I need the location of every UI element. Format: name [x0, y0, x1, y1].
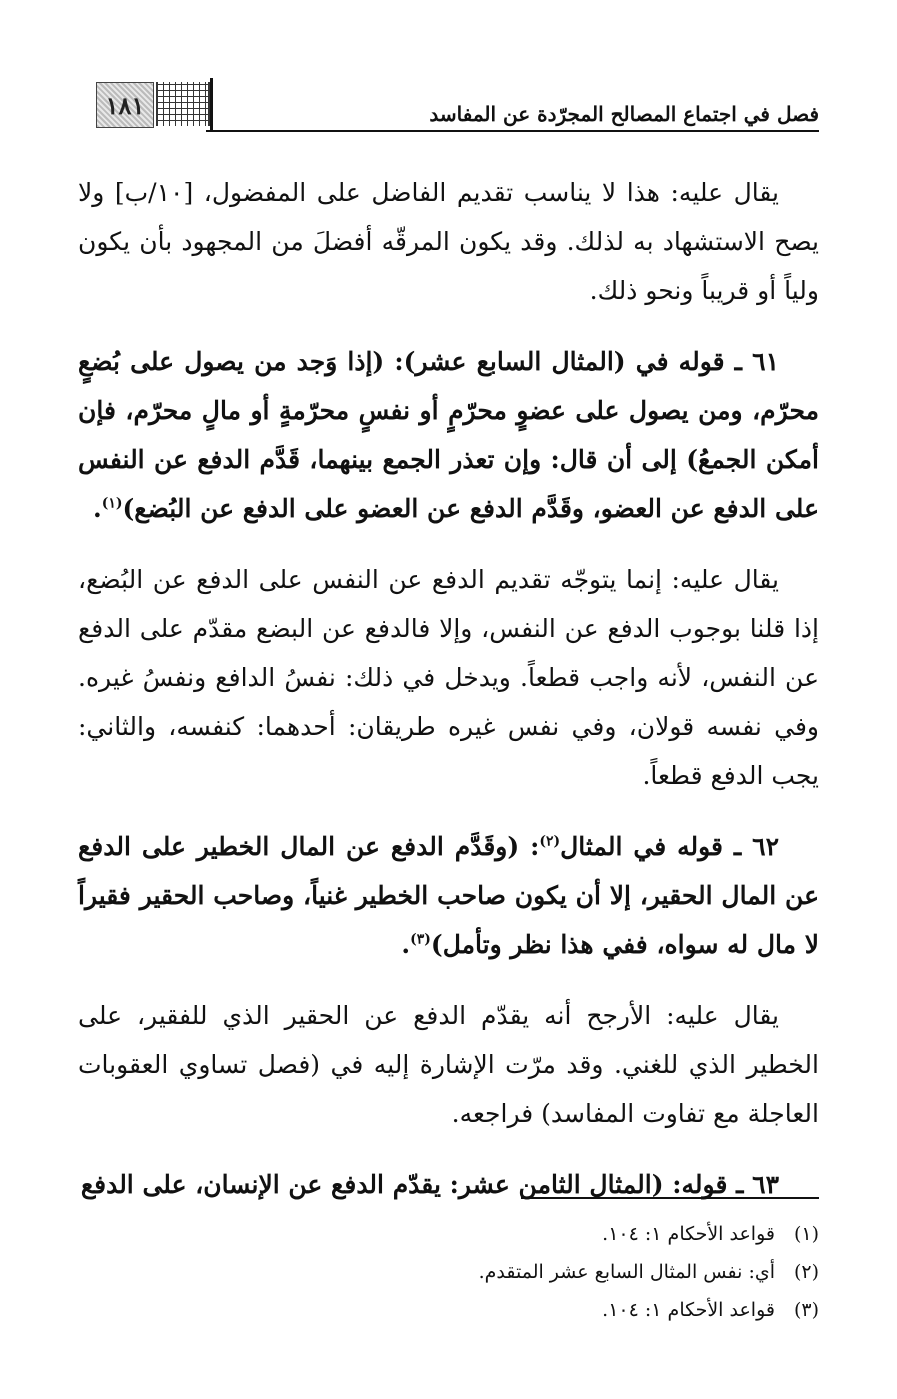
footnote: [78, 1291, 819, 1329]
footnote-number: (٢): [793, 1261, 819, 1283]
chapter-title: فصل في اجتماع المصالح المجرّدة عن المفاسد: [429, 102, 819, 126]
page-number: ١٨١: [96, 82, 154, 128]
ornament-icon: [156, 82, 210, 126]
paragraph: [78, 1160, 819, 1209]
footnote-text: قواعد الأحكام ١: ١٠٤.: [602, 1223, 775, 1245]
paragraph-text: يقال عليه: هذا لا يناسب تقديم الفاضل على المفضول، [١٠/ب] ولا يصح الاستشهاد به لذلك. وقد يكون المرقّه أفضلَ من المجهود بأن يكون ولياً أو قريباً ونحو ذلك.: [78, 178, 819, 305]
paragraph: [78, 168, 819, 315]
paragraph: [78, 337, 819, 533]
paragraph-text: : (وقَدَّم الدفع عن المال الخطير على الدفع عن المال الحقير، إلا أن يكون صاحب الخطير غنياً، وصاحب الحقير فقيراً لا مال له سواه، ففي هذا نظر وتأمل): [78, 832, 819, 959]
paragraph-text: ٦١ ـ قوله في (المثال السابع عشر): (إذا وَجد من يصول على بُضعٍ محرّم، ومن يصول على عضوٍ محرّمٍ أو نفسٍ محرّمةٍ أو مالٍ محرّم، فإن أمكن الجمعُ) إلى أن قال: وإن تعذر الجمع بينهما، قَدَّم الدفع عن النفس على الدفع عن العضو، وقَدَّم الدفع عن العضو على الدفع عن البُضع): [78, 347, 819, 523]
footnote-ref: (٣): [410, 931, 431, 948]
body-text: [78, 168, 819, 1231]
paragraph-lead: ٦٢ ـ قوله في المثال: [560, 832, 779, 861]
paragraph-text: ٦٣ ـ قوله: (المثال الثامن عشر: يقدّم الدفع عن الإنسان، على الدفع: [80, 1170, 779, 1199]
header-rule: [206, 130, 819, 132]
header-divider: [210, 78, 213, 132]
footnote-text: قواعد الأحكام ١: ١٠٤.: [602, 1299, 775, 1321]
paragraph: [78, 822, 819, 969]
footnote-number: (٣): [793, 1299, 819, 1321]
paragraph-text: يقال عليه: إنما يتوجّه تقديم الدفع عن النفس على الدفع عن البُضع، إذا قلنا بوجوب الدفع عن النفس، وإلا فالدفع عن البضع مقدّم على الدفع عن النفس، لأنه واجب قطعاً. ويدخل في ذلك: نفسُ الدافع ونفسُ غيره. وفي نفسه قولان، وفي نفس غيره طريقان: أحدهما: كنفسه، والثاني: يجب الدفع قطعاً.: [78, 565, 819, 790]
footnote-ref: (١): [101, 495, 123, 512]
footnote-text: أي: نفس المثال السابع عشر المتقدم.: [478, 1261, 775, 1283]
footnote: [78, 1253, 819, 1291]
footnotes: [78, 1215, 819, 1329]
period: .: [401, 930, 411, 959]
period: .: [92, 494, 102, 523]
footnote-number: (١): [793, 1223, 819, 1245]
footnote-separator: [521, 1197, 819, 1199]
paragraph: [78, 991, 819, 1138]
footnote: [78, 1215, 819, 1253]
running-header: [78, 70, 819, 132]
paragraph: [78, 555, 819, 800]
paragraph-text: يقال عليه: الأرجح أنه يقدّم الدفع عن الحقير الذي للفقير، على الخطير الذي للغني. وقد مرّت الإشارة إليه في (فصل تساوي العقوبات العاجلة مع تفاوت المفاسد) فراجعه.: [78, 1001, 819, 1128]
footnote-ref: (٢): [539, 833, 561, 850]
